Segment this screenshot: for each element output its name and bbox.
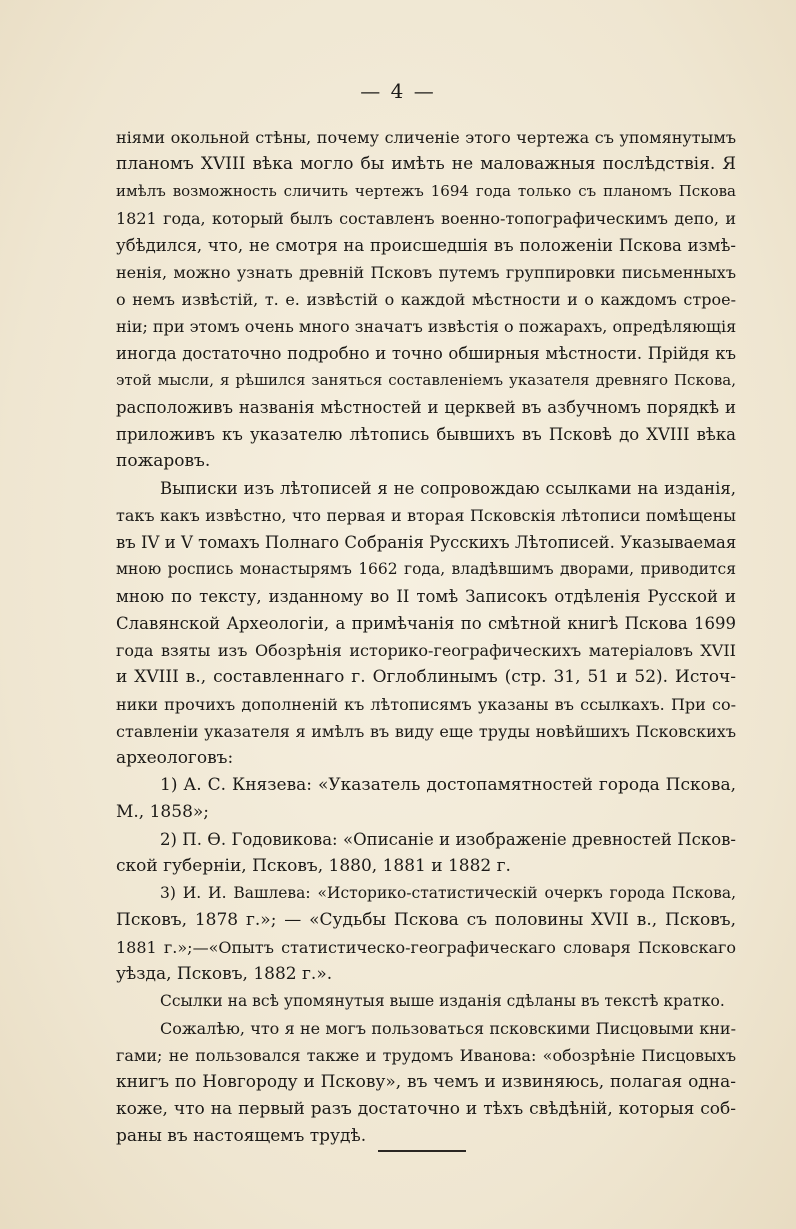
text-line: такъ какъ извѣстно, что первая и вторая Псковскія лѣтописи помѣщены [116, 506, 736, 525]
text-line: Псковъ, 1878 г.»; — «Судьбы Пскова съ половины XVII в., Псковъ, [116, 910, 736, 930]
text-line: ники прочихъ дополненій къ лѣтописямъ указаны въ ссылкахъ. При со- [116, 695, 736, 714]
text-line: этой мысли, я рѣшился заняться составленіемъ указателя древняго Пскова, [116, 371, 736, 389]
text-line: 1881 г.»;—«Опытъ статистическо-географическаго словаря Псковскаго [116, 938, 736, 957]
text-line: расположивъ названія мѣстностей и церквей въ азбучномъ порядкѣ и [116, 398, 736, 417]
text-line: Сожалѣю, что я не могъ пользоваться псковскими Писцовыми кни- [160, 1019, 736, 1038]
text-line: убѣдился, что, не смотря на происшедшія въ положеніи Пскова измѣ- [116, 236, 736, 255]
text-line: Ссылки на всѣ упомянутыя выше изданія сдѣланы въ текстѣ кратко. [160, 992, 725, 1010]
text-line: приложивъ къ указателю лѣтопись бывшихъ въ Псковѣ до XVIII вѣка [116, 425, 736, 444]
text-line: коже, что на первый разъ достаточно и тѣхъ свѣдѣній, которыя соб- [116, 1099, 736, 1119]
text-line: пожаровъ. [116, 451, 211, 471]
text-line: гами; не пользовался также и трудомъ Иванова: «обозрѣніе Писцовыхъ [116, 1046, 736, 1065]
text-line: уѣзда, Псковъ, 1882 г.». [116, 964, 333, 984]
text-line: въ IV и V томахъ Полнаго Собранія Русскихъ Лѣтописей. Указываемая [116, 533, 736, 552]
text-line: планомъ XVIII вѣка могло бы имѣть не маловажныя послѣдствія. Я [116, 154, 736, 174]
text-line: книгъ по Новгороду и Пскову», въ чемъ и извиняюсь, полагая одна- [116, 1072, 736, 1092]
text-line: иногда достаточно подробно и точно обширныя мѣстности. Прійдя къ [116, 344, 736, 363]
text-line: 2) П. Ѳ. Годовикова: «Описаніе и изображеніе древностей Псков- [160, 830, 736, 849]
text-line: ненія, можно узнать древній Псковъ путемъ группировки письменныхъ [116, 263, 736, 282]
text-line: ніи; при этомъ очень много значатъ извѣстія о пожарахъ, опредѣляющія [116, 317, 736, 336]
text-line: Выписки изъ лѣтописей я не сопровождаю ссылками на изданія, [160, 479, 736, 498]
text-line: 3) И. И. Вашлева: «Историко-статистическій очеркъ города Пскова, [160, 884, 736, 902]
body-text [116, 124, 736, 1150]
text-line: мною роспись монастырямъ 1662 года, владѣвшимъ дворами, приводится [116, 560, 736, 578]
page-number: — 4 — [360, 79, 436, 103]
text-line: М., 1858»; [116, 802, 210, 822]
text-line: о немъ извѣстій, т. е. извѣстій о каждой мѣстности и о каждомъ строе- [116, 290, 736, 309]
text-line: Славянской Археологіи, а примѣчанія по смѣтной книгѣ Пскова 1699 [116, 614, 736, 633]
end-rule [378, 1150, 466, 1152]
text-line: ставленіи указателя я имѣлъ въ виду еще труды новѣйшихъ Псковскихъ [116, 722, 736, 741]
text-line: ніями окольной стѣны, почему сличеніе этого чертежа съ упомянутымъ [116, 128, 736, 147]
text-line: ской губерніи, Псковъ, 1880, 1881 и 1882 г. [116, 856, 511, 876]
text-line: 1821 года, который былъ составленъ военно-топографическимъ депо, и [116, 209, 736, 228]
text-line: имѣлъ возможность сличить чертежъ 1694 года только съ планомъ Пскова [116, 182, 736, 200]
text-line: мною по тексту, изданному во II томѣ Записокъ отдѣленія Русской и [116, 587, 736, 606]
text-line: и XVIII в., составленнаго г. Оглоблинымъ (стр. 31, 51 и 52). Источ- [116, 667, 736, 687]
text-line: археологовъ: [116, 748, 234, 768]
text-line: года взяты изъ Обозрѣнія историко-географическихъ матеріаловъ XVII [116, 641, 736, 660]
text-line: 1) А. С. Князева: «Указатель достопамятностей города Пскова, [160, 775, 736, 795]
text-line: раны въ настоящемъ трудѣ. [116, 1126, 367, 1146]
